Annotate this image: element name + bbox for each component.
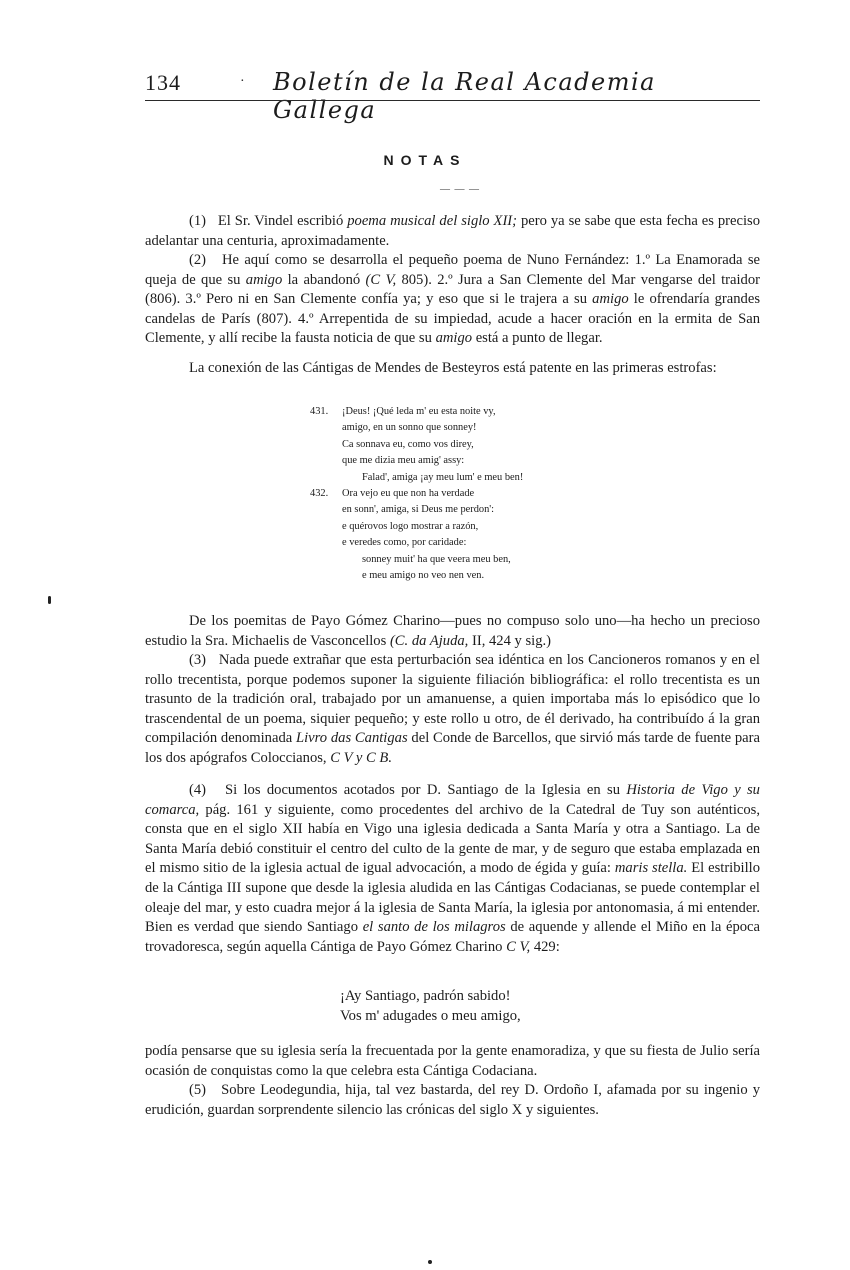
verse: amigo, en un sonno que sonney! (342, 422, 477, 434)
note-4 (145, 781, 760, 957)
note-2-italic-3: amigo (592, 291, 629, 308)
note-4-continuation: podía pensarse que su iglesia sería la frecuentada por la gente enamoradiza, y que su fiesta de Julio sería ocasión de conquistas como la que celebra esta Cántiga Codaciana. (145, 1043, 760, 1079)
verse: e quérovos logo mostrar a razón, (342, 520, 479, 532)
running-title: Boletín de la Real Academia Gallega (273, 68, 656, 124)
quoted-verse: ¡Ay Santiago, padrón sabido! (340, 988, 511, 1004)
note-4-mark: (4) (189, 782, 207, 798)
stanza-number: 431. (310, 406, 329, 417)
note-2-mark: (2) (189, 252, 207, 268)
header-separator-dot: · (240, 74, 245, 89)
poem-line (310, 453, 610, 469)
note-3 (145, 651, 760, 769)
poem-line (310, 420, 610, 436)
poem-line (310, 552, 610, 568)
note-4-text-2: pág. 161 y siguiente, como procedentes del archivo de la Catedral de Tuy son auténticos, consta que en el siglo XII había en Vigo una iglesia dedicada a Santa María y otra a Santiago. La de Santa María debió constituir el centro del culto de la gente de mar, y de seguro que estaba emplazada en el mismo sitio de la iglesia actual de igual advocación, a modo de égida y guía: (145, 801, 760, 877)
note-2-italic-4: amigo (435, 330, 473, 347)
note-2c-text: De los poemitas de Payo Gómez Charino—pues no compuso solo uno—ha hecho un precioso estudio la Sra. Michaelis de Vasconcellos (145, 613, 760, 649)
note-4-italic-4: C V, (506, 938, 531, 955)
verse: Ora vejo eu que non ha verdade (342, 487, 475, 499)
poem-line (310, 437, 610, 453)
poem-line (310, 535, 610, 551)
poem-line (310, 404, 610, 420)
verse: en sonn', amiga, si Deus me perdon': (342, 504, 495, 516)
bottom-mark (428, 1260, 432, 1264)
note-1-text: El Sr. Vindel escribió (217, 213, 348, 229)
note-3-mark: (3) (189, 652, 207, 668)
running-header (145, 68, 760, 124)
note-3-italic-1: Livro das Cantigas (296, 730, 408, 747)
note-5 (145, 1081, 760, 1120)
note-2 (145, 251, 760, 349)
verse-refrain: sonney muit' ha que veera meu ben, (362, 553, 511, 565)
poem-line (310, 486, 610, 502)
verse: que me dizia meu amig' assy: (342, 455, 465, 467)
verse-refrain: e meu amigo no veo nen ven. (362, 569, 485, 581)
note-1-mark: (1) (189, 213, 207, 229)
note-2-italic-2: (C V, (365, 271, 397, 288)
header-rule (145, 100, 760, 101)
note-4-text-3: El estribillo de la Cántiga III supone que desde la iglesia aludida en las Cántigas Codacianas, se puede contemplar el oleaje del mar, y esto cuadra mejor á la iglesia de Santa María, la iglesia por antonomasia, á mi entender. Bien es verdad que siendo Santiago (145, 860, 760, 936)
poem-line (310, 502, 610, 518)
quoted-verse: Vos m' adugades o meu amigo, (340, 1008, 521, 1024)
note-4-text: Si los documentos acotados por D. Santiago de la Iglesia en su (225, 782, 627, 798)
stanza-number: 432. (310, 487, 329, 499)
note-1 (145, 212, 760, 251)
note-3-italic-2: C V y C B. (330, 749, 392, 766)
note-2-text-4: le ofrendaría grandes candelas de París (807). 4.º Arrepentida de su impiedad, acude a hacer oración en la ermita de San Clemente, y allí recibe la fausta noticia de que su (145, 291, 760, 347)
note-5-text: Sobre Leodegundia, hija, tal vez bastarda, del rey D. Ordoño I, afamada por su ingenio y erudición, guardan sorprendente silencio las crónicas del siglo X y siguientes. (145, 1082, 760, 1118)
note-2-text-5: está a punto de llegar. (472, 330, 603, 347)
note-4-text-5: 429: (530, 938, 560, 955)
note-4-italic-1: Historia de Vigo y su comarca, (145, 782, 760, 818)
note-2c-text-2: II, 424 y sig.) (468, 632, 552, 649)
page-number: 134 (145, 70, 181, 95)
verse-refrain: Falad', amiga ¡ay meu lum' e meu ben! (362, 471, 524, 483)
poem-line (310, 470, 610, 486)
margin-mark (48, 596, 51, 604)
note-1-italic: poema musical del siglo XII; (347, 213, 518, 229)
poem-line (310, 519, 610, 535)
note-2c-italic: (C. da Ajuda, (389, 632, 469, 649)
section-title: NOTAS (383, 152, 467, 168)
note-5-mark: (5) (189, 1082, 207, 1098)
note-4-text-4: de aquende y allende el Miño en la época trovadoresca, según aquella Cántiga de Payo Gómez Charino (145, 919, 761, 955)
note-2-text: He aquí como se desarrolla el pequeño poema de Nuno Fernández: 1.º La Enamorada se queja de que su (145, 252, 760, 288)
note-3-text: Nada puede extrañar que esta perturbación sea idéntica en los Cancioneros romanos y en el rollo trecentista, porque podemos suponer la siguiente filiación bibliográfica: el rollo trecentista es un trasunto de la tradición oral, trabajado por un amanuense, a quien importaba más lo episódico que lo trascendental de un poema, siquier pequeño; y este rollo u otro, de él derivado, ha contribuído á la gran compilación denominada (145, 652, 760, 747)
note-2-text-3: 805). 2.º Jura a San Clemente del Mar vengarse del traidor (806). 3.º Pero ni en San Clemente confía ya; y eso que si le trajera a su (145, 271, 760, 308)
note-4-italic-2: maris stella. (614, 860, 688, 877)
note-2-continuation: La conexión de las Cántigas de Mendes de Besteyros está patente en las primeras estrofas: (189, 360, 717, 376)
note-3-text-2: del Conde de Barcellos, que sirvió más tarde de fuente para los dos apógrafos Coloccianos, (145, 730, 760, 766)
note-1-text-2: pero ya se sabe que esta fecha es preciso adelantar una centuria, aproximadamente. (145, 213, 760, 249)
quoted-verses (340, 986, 521, 1026)
verse: Ca sonnava eu, como vos direy, (342, 438, 474, 450)
title-rule: — — — (440, 184, 480, 195)
poem-block (310, 404, 610, 584)
note-2-payo-gomez (145, 612, 760, 651)
poem-line (310, 568, 610, 584)
note-2-text-2: la abandonó (282, 271, 366, 288)
verse: ¡Deus! ¡Qué leda m' eu esta noite vy, (342, 406, 496, 417)
note-4-italic-3: el santo de los milagros (362, 919, 506, 936)
note-2-italic-1: amigo (245, 271, 283, 288)
verse: e veredes como, por caridade: (342, 537, 467, 549)
